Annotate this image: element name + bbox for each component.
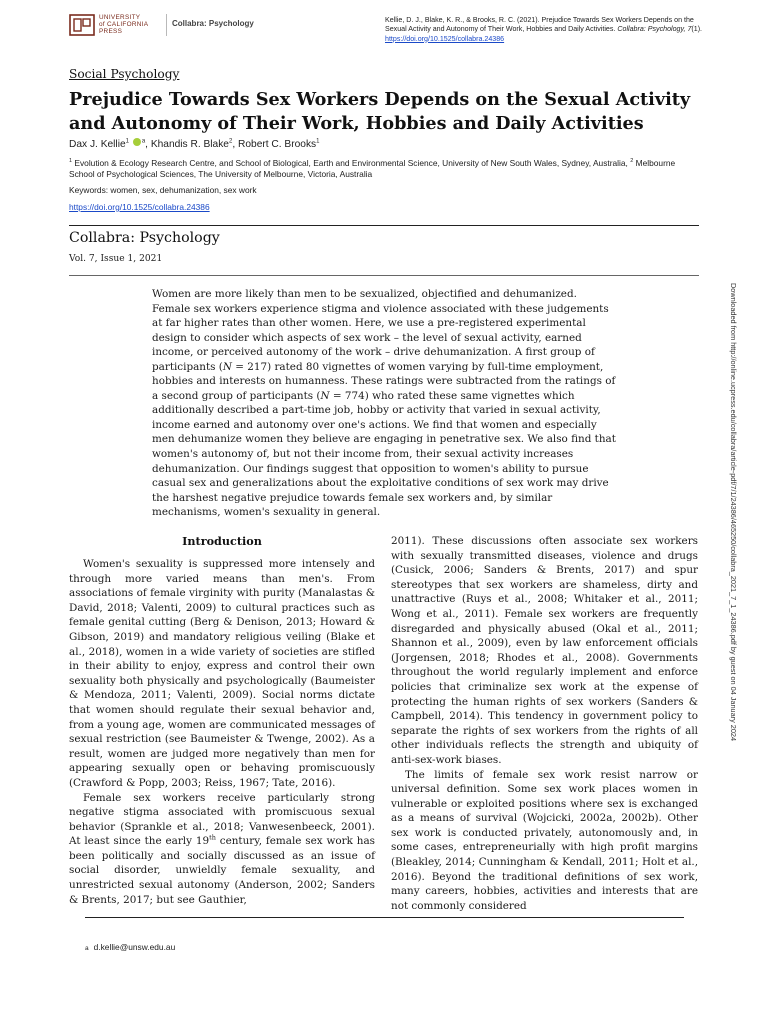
footnote-marker: a xyxy=(85,945,89,952)
abstract-n-symbol: N xyxy=(222,360,232,373)
uc-press-logo-icon xyxy=(69,14,95,36)
body-column-right xyxy=(391,534,698,913)
header-rule xyxy=(69,225,699,226)
affiliations xyxy=(69,156,699,181)
author-sup: 1 xyxy=(125,138,129,145)
abstract-n-symbol: N xyxy=(320,389,330,402)
author-name[interactable]: Robert C. Brooks xyxy=(238,139,317,150)
affiliation-2: Melbourne School of Psychological Sciences, The University of Melbourne, Victoria, Australia xyxy=(69,157,676,180)
citation-volume: , 7 xyxy=(683,25,692,34)
abstract-part-2: = 217) rated 80 vignettes of women varying by full-time employment, hobbies and interests on humanness. These ratings were subtracted from the ratings of a second group of participants ( xyxy=(152,360,616,402)
section-label[interactable]: Social Psychology xyxy=(69,67,180,81)
author-name[interactable]: Dax J. Kellie xyxy=(69,139,126,150)
citation-text: Kellie, D. J., Blake, K. R., & Brooks, R. C. (2021). Prejudice Towards Sex Workers Depends on the Sexual Activity and Autonomy of Their Work, Hobbies and Daily Activities. xyxy=(385,16,694,34)
abstract xyxy=(152,287,618,520)
keywords: Keywords: women, sex, dehumanization, sex work xyxy=(69,185,257,195)
journal-short-title: Collabra: Psychology xyxy=(172,19,254,28)
publisher-name xyxy=(99,14,148,35)
footnote-email[interactable]: d.kellie@unsw.edu.au xyxy=(93,942,176,952)
publisher-line-1: UNIVERSITY xyxy=(99,14,141,21)
doi-link[interactable]: https://doi.org/10.1525/collabra.24386 xyxy=(69,202,210,212)
footnote-rule xyxy=(85,917,684,918)
body-paragraph: The limits of female sex work resist narrow or universal definition. Some sex work places women in vulnerable or exploited positions where sex is exchanged as a means of survival (Wojcicki, 2002a, 2002b). Other sex work is conducted privately, autonomously and, in some cases, entrepreneurially with high profit margins (Bleakley, 2014; Cunningham & Kendall, 2011; Holt et al., 2016). Beyond the traditional definitions of sex work, many careers, hobbies, activities and interests that are not commonly considered xyxy=(391,768,698,912)
abstract-part-1: Women are more likely than men to be sexualized, objectified and dehumanized. Female sex workers experience stigma and violence associated with these judgements at far higher rates than other women. Here, we use a pre-registered experimental design to consider which aspects of sex work – the level of sexual activity, earned income, or perceived autonomy of the work – drive dehumanization. A first group of participants ( xyxy=(152,288,609,373)
body-column-left xyxy=(69,557,375,907)
journal-name: Collabra: Psychology xyxy=(69,230,220,246)
paragraph-text: Female sex workers receive particularly strong negative stigma associated with promiscuous sexual behavior (Sprankle et al., 2018; Vanwesenbeeck, 2001). At least since the early 19 xyxy=(69,791,375,848)
citation-issue: (1). xyxy=(691,25,703,34)
paragraph-text: century, female sex work has been politically and socially discussed as an issue of social disorder, unwieldly female sexuality, and unrestricted sexual autonomy (Anderson, 2002; Sanders & Brents, 2017; but see Gauthier, xyxy=(69,835,376,906)
author-sup: 1 xyxy=(316,138,320,145)
body-paragraph: Women's sexuality is suppressed more intensely and through more varied means than men's. From associations of female virginity with purity (Manalastas & David, 2018; Valenti, 2009) to cultural practices such as female genital cutting (Berg & Denison, 2013; Howard & Gibson, 2019) and mandatory religious veiling (Blake et al., 2018), women in a wide variety of societies are stifled in their ability to enjoy, express and control their own sexuality both physically and psychologically (Baumeister & Mendoza, 2011; Valenti, 2009). Social norms dictate that women should regulate their sexual behavior and, from a young age, women are communicated messages of sexual restriction (see Baumeister & Twenge, 2002). As a result, women are judged more negatively than men for appearing sexually open or behaving promiscuously (Crawford & Popp, 2003; Reiss, 1967; Tate, 2016). xyxy=(69,558,375,789)
affil-mark: 2 xyxy=(630,158,634,164)
author-footnote-mark: a xyxy=(141,138,146,145)
footnote xyxy=(85,942,175,952)
citation-journal: Collabra: Psychology xyxy=(617,25,684,34)
publisher-line-2: of CALIFORNIA xyxy=(99,21,149,28)
orcid-icon[interactable] xyxy=(133,138,141,146)
affiliation-1: Evolution & Ecology Research Centre, and School of Biological, Earth and Environmental Science, University of New South Wales, Sydney, Australia, xyxy=(74,157,628,168)
journal-rule xyxy=(69,275,699,276)
citation-doi-link[interactable]: https://doi.org/10.1525/collabra.24386 xyxy=(385,34,505,43)
article-title: Prejudice Towards Sex Workers Depends on the Sexual Activity and Autonomy of Their Work, Hobbies and Daily Activities xyxy=(69,89,691,134)
publisher-line-3: PRESS xyxy=(99,28,123,35)
author-sup: 2 xyxy=(228,138,233,145)
volume-info: Vol. 7, Issue 1, 2021 xyxy=(69,254,163,264)
abstract-part-3: = 774) who rated these same vignettes which additionally described a part-time job, hobby or activity that varied in sexual activity, income earned and autonomy over one's actions. We find that women and especially men dehumanize women they believe are engaging in penetrative sex. We also find that women's autonomy of, but not their income from, their sexual activity increases dehumanization. Our findings suggest that opposition to women's ability to pursue casual sex and generalizations about the exploitative conditions of sex work may drive the harshest negative prejudice towards female sex workers and, by similar mechanisms, women's sexuality in general. xyxy=(152,389,616,519)
citation xyxy=(385,16,715,44)
author-name[interactable]: Khandis R. Blake xyxy=(150,139,229,150)
author-list: Dax J. Kellie$^1$ $^a$, Khandis R. Blake$^2$, Robert C. Brooks$^1$ xyxy=(69,138,320,150)
affil-mark: 1 xyxy=(69,158,73,164)
download-note: Downloaded from http://online.ucpress.edu/collabra/article-pdf/7/1/24386/465250/collabra_2021_7_1_24386.pdf by guest on 04 January 2024 xyxy=(729,283,738,742)
body-paragraph: 2011). These discussions often associate sex workers with sexually transmitted diseases, violence and drugs (Cusick, 2006; Sanders & Brents, 2017) and spur stereotypes that sex workers are shameless, dirty and unattractive (Ruys et al., 2008; Whitaker et al., 2011; Wong et al., 2011). Female sex workers are frequently disregarded and physically abused (Okal et al., 2011; Shannon et al., 2009), even by law enforcement officials (Jorgensen, 2018; Rhodes et al., 2008). Governments throughout the world regularly implement and enforce policies that criminalize sex work at the expense of protecting the human rights of sex workers (Sanders & Campbell, 2014). This tendency in government policy to separate the rights of sex workers from the rights of all other individuals reflects the strength and ubiquity of anti-sex-work biases. xyxy=(391,535,698,766)
ordinal-sup: th xyxy=(209,833,216,842)
body-paragraph xyxy=(69,791,375,908)
logo-divider xyxy=(166,14,167,36)
introduction-heading: Introduction xyxy=(182,534,262,548)
